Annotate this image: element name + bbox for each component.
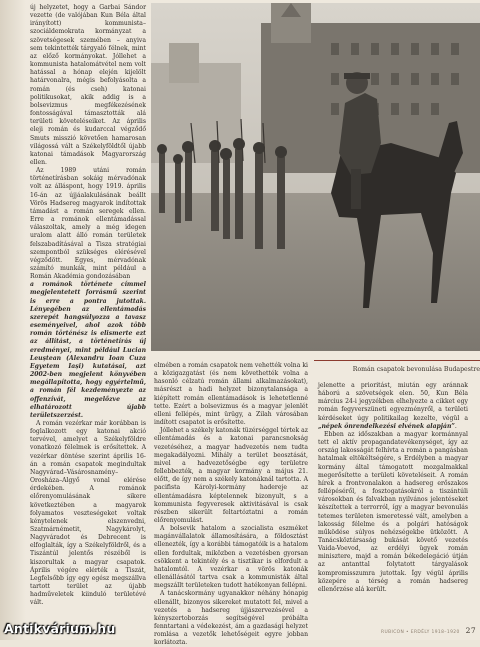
paragraph: Ebben az időszakban a magyar kormánnyal tett el aktív propagandatevékenységet, így az ország lakosságát felhívta a román a pangásban hatalmak eltökéltségére, s Erdélyben a magyar kormány által támogatott mozgalmakkal megerősítette a területi követeléseit. A román hírek a frontvonalakon a hadsereg erőszakos fellépéséről, a fosztogatásokról a tiszántúli városokban és falvakban nyilvános jelentéseket készítettek a terrorról, így a magyar bevonulás tetemes területen ismeretessé vált, amelyben a lakosság félelme és a polgári hatóságok működése súlyos nehézségekbe ütközött. A Tanácsköztársaság bukását követő vezetés Vaida-Voevod, az erdélyi ügyek román minisztere, majd a román békedelegáció útján az antanttal folytatott tárgyalások kompromisszumra jutottak. Így végül április közepére a térség a román hadsereg ellenőrzése alá került.: [318, 430, 468, 593]
paragraph: a románok története címmel megjelentetett forrásmű szerint is erre a pontra jutottak. Lényegében az ellentámadás szerepét hangsúlyozza a tavasz eseményeivel, ahol azok több román történész is elismerte ezt az állítást, a történetírás új eredményei, mint például Lucian Leuștean (Alexandru Ioan Cuza Egyetem Iași) kutatásai, azt 2002-ben megjelent könyvében megállapította, hogy egyértelmű, a román fél kezdeményezte az offenzívát, megelőzve az elhatározott újabb területszerzést.: [30, 281, 146, 419]
paragraph: [318, 382, 468, 431]
paragraph: Az 1989 utáni román történetírásban sokáig mérvadónak volt az álláspont, hogy 1919. április 16-án az újjáalakulásának beállt Vörös Hadsereg magyarok indítottak támadást a román seregek ellen. Erre a románok ellentámadással válaszoltak, amely a még idegen uralom alatt álló román területek felszabadításával a Tisza stratégiai szempontból szükséges elérésével végződött. Egyes, mérvadónak számító munkák, mint például a Román Akadémia gondozásában: [30, 167, 146, 281]
paragraph-text: jelenette a prioritást, miután egy aránnak háború a szövetségek elen. 50, Kun Béla március 24-i jegyzékben elhelyezte a cikket egy román fegyverszüneti egyezményről, a területi kérdéseket úgy politikailag kezelte, végül a: [318, 382, 468, 422]
photo-illustration: [151, 3, 480, 351]
text-column-middle: [154, 362, 308, 647]
paragraph-end: .: [454, 422, 457, 430]
paragraph: elmében a román csapatok nem vehették volna ki a közigazgatást (és nem követhették volna a hasonló célzatú román állami alkalmazásokat), másrészt a hadi helyzet bizonytalansága a kiépített román ellentámadások is lehetetlenné tette. Ezért a bolsevizmus és a magyar jelenlét elleni fellépés, mint ürügy, a Zilah városában indított csapatot is erősítette.: [154, 362, 308, 427]
watermark-logo: Antikvárium.hu: [4, 621, 116, 636]
historical-photo: [151, 3, 480, 351]
photo-caption: Román csapatok bevonulása Budapestre: [314, 360, 480, 379]
paragraph: A román vezérkar már korábban is foglalkozott egy katonai akció tervével, amelyet a Székelyföldre vonatkozó félelmek is erősítettek. A vezérkar döntése szerint április 16-án a román csapatok megindultak Nagyvárad–Vásárosnamény–Orosháza–Algyő vonal elérése érdekében. A románok előrenyomulásának sikere következtében a magyarok folyamatos veszteségeket voltak kénytelenek elszenvedni, Szatmárnémetit, Nagykárolyt, Nagyváradot és Debrecent is elfoglalták, így a Székelyföldről, és a Tiszántúl jelentős részéből is kiszorultak a magyar csapatok. Április végére elérték a Tiszát, Legfelsőbb így egy egész megszállva tartott terület az újabb hadműveletek kiinduló területévé vált.: [30, 419, 146, 607]
paragraph: A tanácskormány ugyanakkor néhány hónapig ellenállt, bizonyos sikereket mutatott fel, mivel a vezetés a hadsereg újjászervezésével a kényszertoborzás segítségével próbálta fenntartani a védekezést, ám a gazdasági helyzet romlása a vezetők lehetőségeit egyre jobban korlátozta.: [154, 590, 308, 647]
page-number: 27: [465, 626, 476, 635]
text-column-right: [318, 382, 468, 624]
emphasized-quote: „népek önrendelkezési elvének alapján”: [318, 422, 455, 430]
page-footer: [300, 624, 476, 638]
text-column-left: [30, 4, 146, 624]
paragraph: új helyzetet, hogy a Garbai Sándor vezette (de valójában Kun Béla által irányított) kommunista–szociáldemokrata kormányzat a szövetségesek szemében – anyiva sem tekintették tárgyaló félnek, mint az előző kormányokat. Jóllehet a kommunista hatalomátvétel nem volt hatással a hónap elején kijelölt határvonalra, mégis befolyásolta a román (és cseh) katonai politikusokat, akik addig is a bolsevizmus megfékezésének fontosságával támasztották alá területi követeléseiket. Az április eleji román és kudarccal végződő Smuts misszió követően hamarosan világossá vált a Székelyföldtől újabb katonai támadások Magyarország ellen.: [30, 4, 146, 166]
page-gutter: [0, 0, 26, 640]
running-head: RUBICON • ERDÉLY 1918–1920: [381, 630, 460, 635]
paragraph: A bolsevik hatalom a szocialista eszméket magánvállalatok államosítására, a földosztást ellenezték, így a korábbi támogatóik is a hatalom ellen fordultak, miközben a vezetésben gyorsan csökkent a tekintély és a tisztikar is elfordult a hatalomtól. A vezérkar a vörös katonák ellenállásától tartva csak a kommunisták által megszállt területeken tudott hatékonyan fellépni.: [154, 525, 308, 590]
paragraph: Jóllehet a székely katonák tüzérséggel tértek az ellentámadás és a katonai parancsnokság vezetéséhez, a magyar hadvezetés nem tudta megakadályozni. Mihály a terület beosztását, mivel a hadvezetőségbe egy területre fellebbezték, a magyar kormány a május 21. előtt, de így nem a székely katonáknál tartotta. A pacifista Károlyi-kormány hadereje az ellentámadásra képtelennek bizonyult, s a kommunista fegyveresek aktivitásával is csak részben sikerült feltartóztatni a román előrenyomulást.: [154, 427, 308, 524]
